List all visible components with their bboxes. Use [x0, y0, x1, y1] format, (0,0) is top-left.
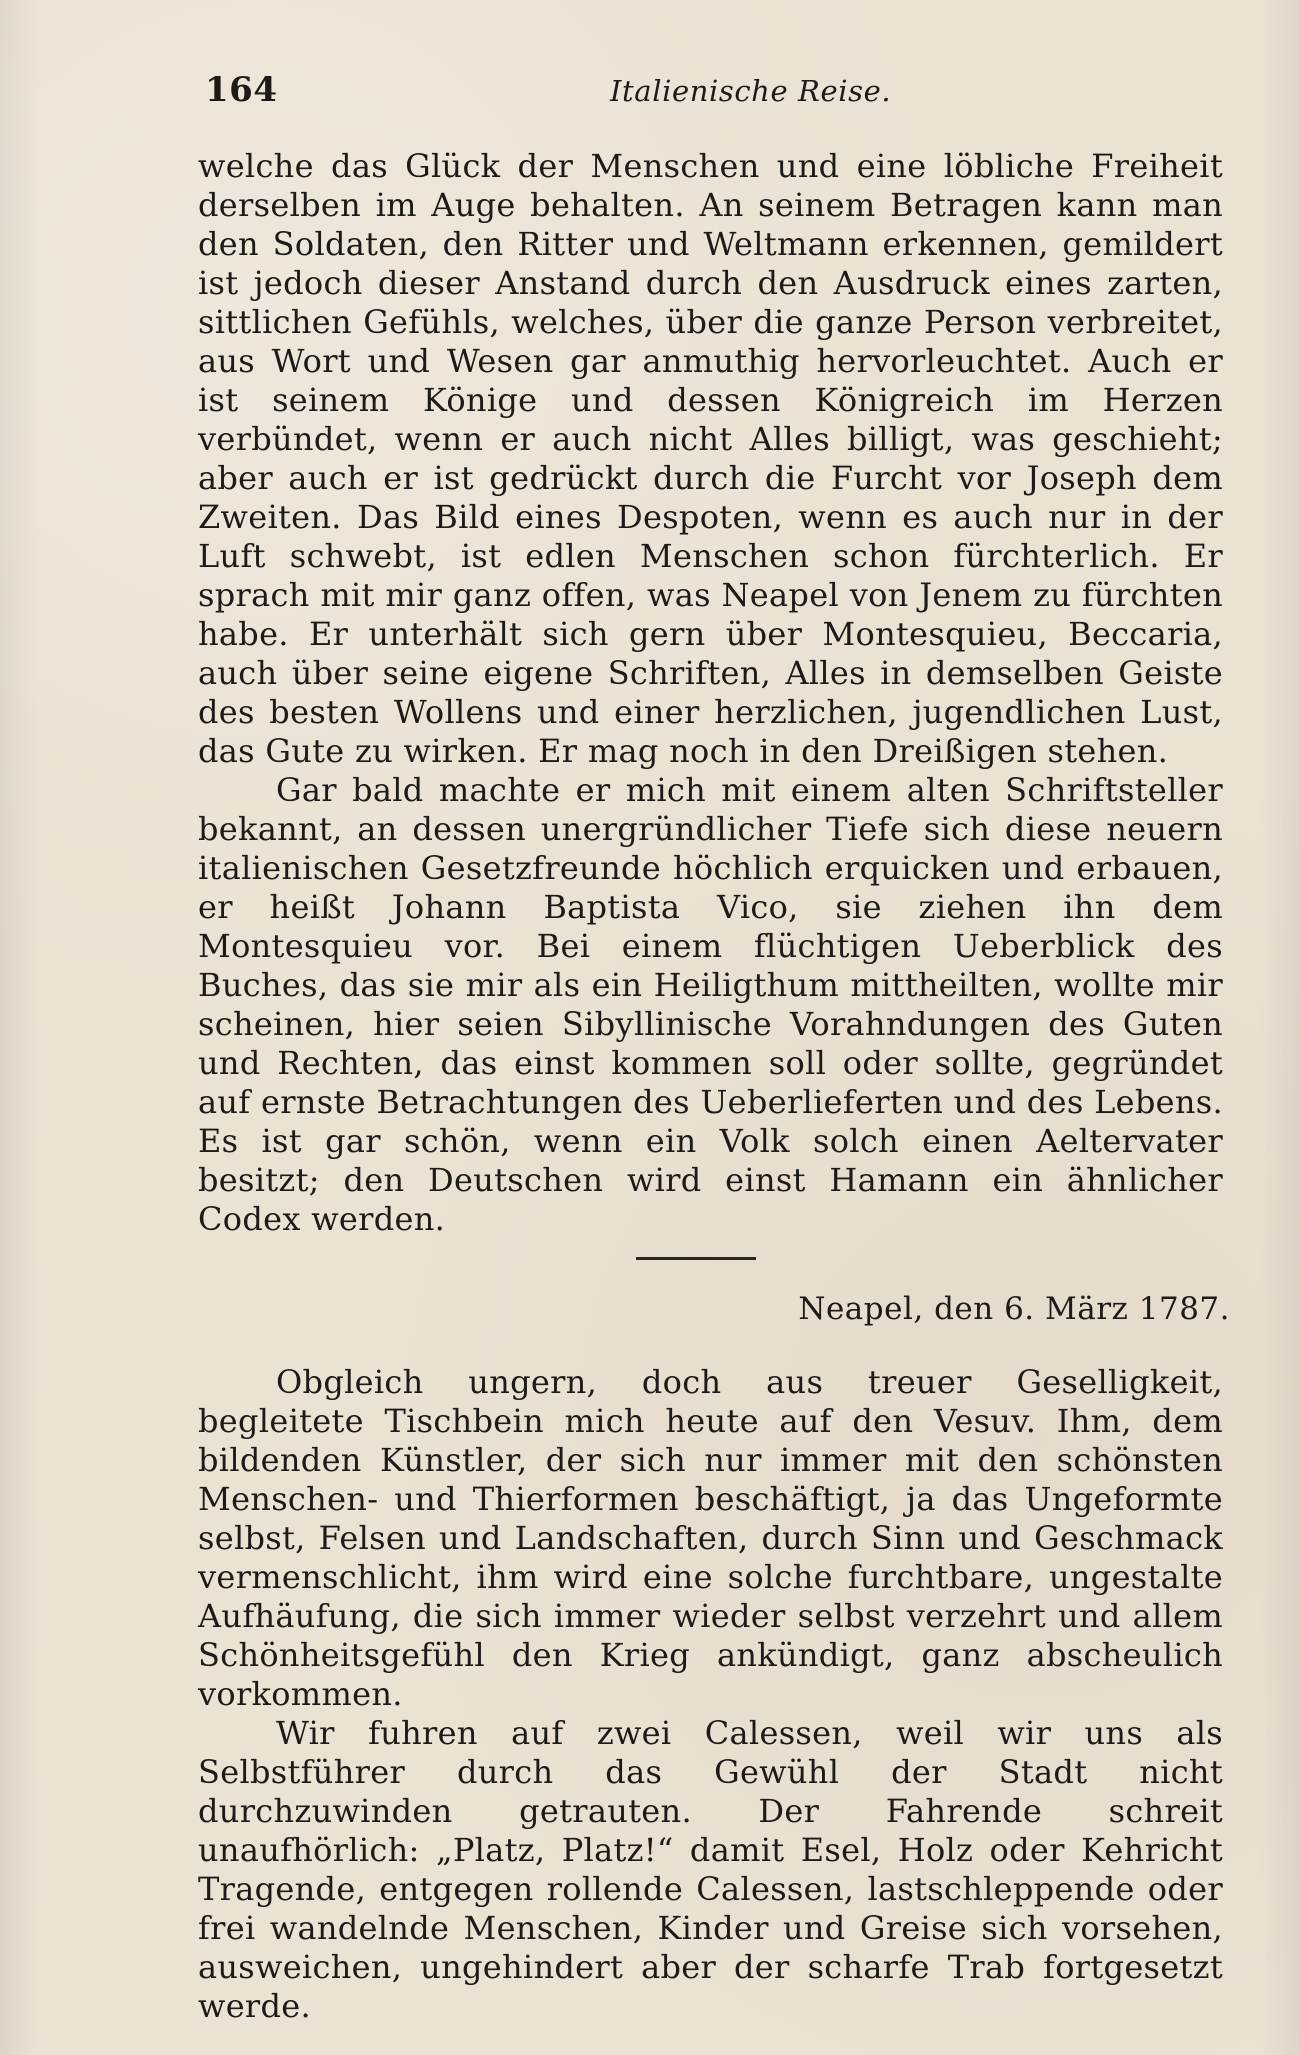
page-header: [205, 70, 1225, 118]
text-block-top: [198, 147, 1223, 1239]
section-divider: [636, 1257, 756, 1260]
text-block-bottom: [198, 1363, 1223, 2026]
dateline: Neapel, den 6. März 1787.: [798, 1291, 1230, 1327]
paragraph-4: Wir fuhren auf zwei Calessen, weil wir uns als Selbstführer durch das Gewühl der Stadt nicht durchzuwinden getrauten. Der Fahrende schreit unaufhörlich: „Platz, Platz!“ damit Esel, Holz oder Kehricht Tragende, entgegen rollende Calessen, lastschleppende oder frei wandelnde Menschen, Kinder und Greise sich vorsehen, ausweichen, ungehindert aber der scharfe Trab fortgesetzt werde.: [198, 1714, 1223, 2025]
paragraph-1: welche das Glück der Menschen und eine löbliche Freiheit derselben im Auge behalten. An seinem Betragen kann man den Soldaten, den Ritter und Weltmann erkennen, gemildert ist jedoch dieser Anstand durch den Ausdruck eines zarten, sittlichen Gefühls, welches, über die ganze Person verbreitet, aus Wort und Wesen gar anmuthig hervorleuchtet. Auch er ist seinem Könige und dessen Königreich im Herzen verbündet, wenn er auch nicht Alles billigt, was geschieht; aber auch er ist gedrückt durch die Furcht vor Joseph dem Zweiten. Das Bild eines Despoten, wenn es auch nur in der Luft schwebt, ist edlen Menschen schon fürchterlich. Er sprach mit mir ganz offen, was Neapel von Jenem zu fürchten habe. Er unterhält sich gern über Montesquieu, Beccaria, auch über seine eigene Schriften, Alles in demselben Geiste des besten Wollens und einer herzlichen, jugendlichen Lust, das Gute zu wirken. Er mag noch in den Dreißigen stehen.: [198, 147, 1223, 770]
page-number: 164: [205, 70, 278, 110]
running-head: Italienische Reise.: [610, 74, 892, 108]
paragraph-3: Obgleich ungern, doch aus treuer Geselligkeit, begleitete Tischbein mich heute auf den Vesuv. Ihm, dem bildenden Künstler, der sich nur immer mit den schönsten Menschen- und Thierformen beschäftigt, ja das Ungeformte selbst, Felsen und Landschaften, durch Sinn und Geschmack vermenschlicht, ihm wird eine solche furchtbare, ungestalte Aufhäufung, die sich immer wieder selbst verzehrt und allem Schönheitsgefühl den Krieg ankündigt, ganz abscheulich vorkommen.: [198, 1363, 1223, 1713]
paragraph-2: Gar bald machte er mich mit einem alten Schriftsteller bekannt, an dessen unergründlicher Tiefe sich diese neuern italienischen Gesetzfreunde höchlich erquicken und erbauen, er heißt Johann Baptista Vico, sie ziehen ihn dem Montesquieu vor. Bei einem flüchtigen Ueberblick des Buches, das sie mir als ein Heiligthum mittheilten, wollte mir scheinen, hier seien Sibyllinische Vorahndungen des Guten und Rechten, das einst kommen soll oder sollte, gegründet auf ernste Betrachtungen des Ueberlieferten und des Lebens. Es ist gar schön, wenn ein Volk solch einen Aeltervater besitzt; den Deutschen wird einst Hamann ein ähnlicher Codex werden.: [198, 771, 1223, 1238]
